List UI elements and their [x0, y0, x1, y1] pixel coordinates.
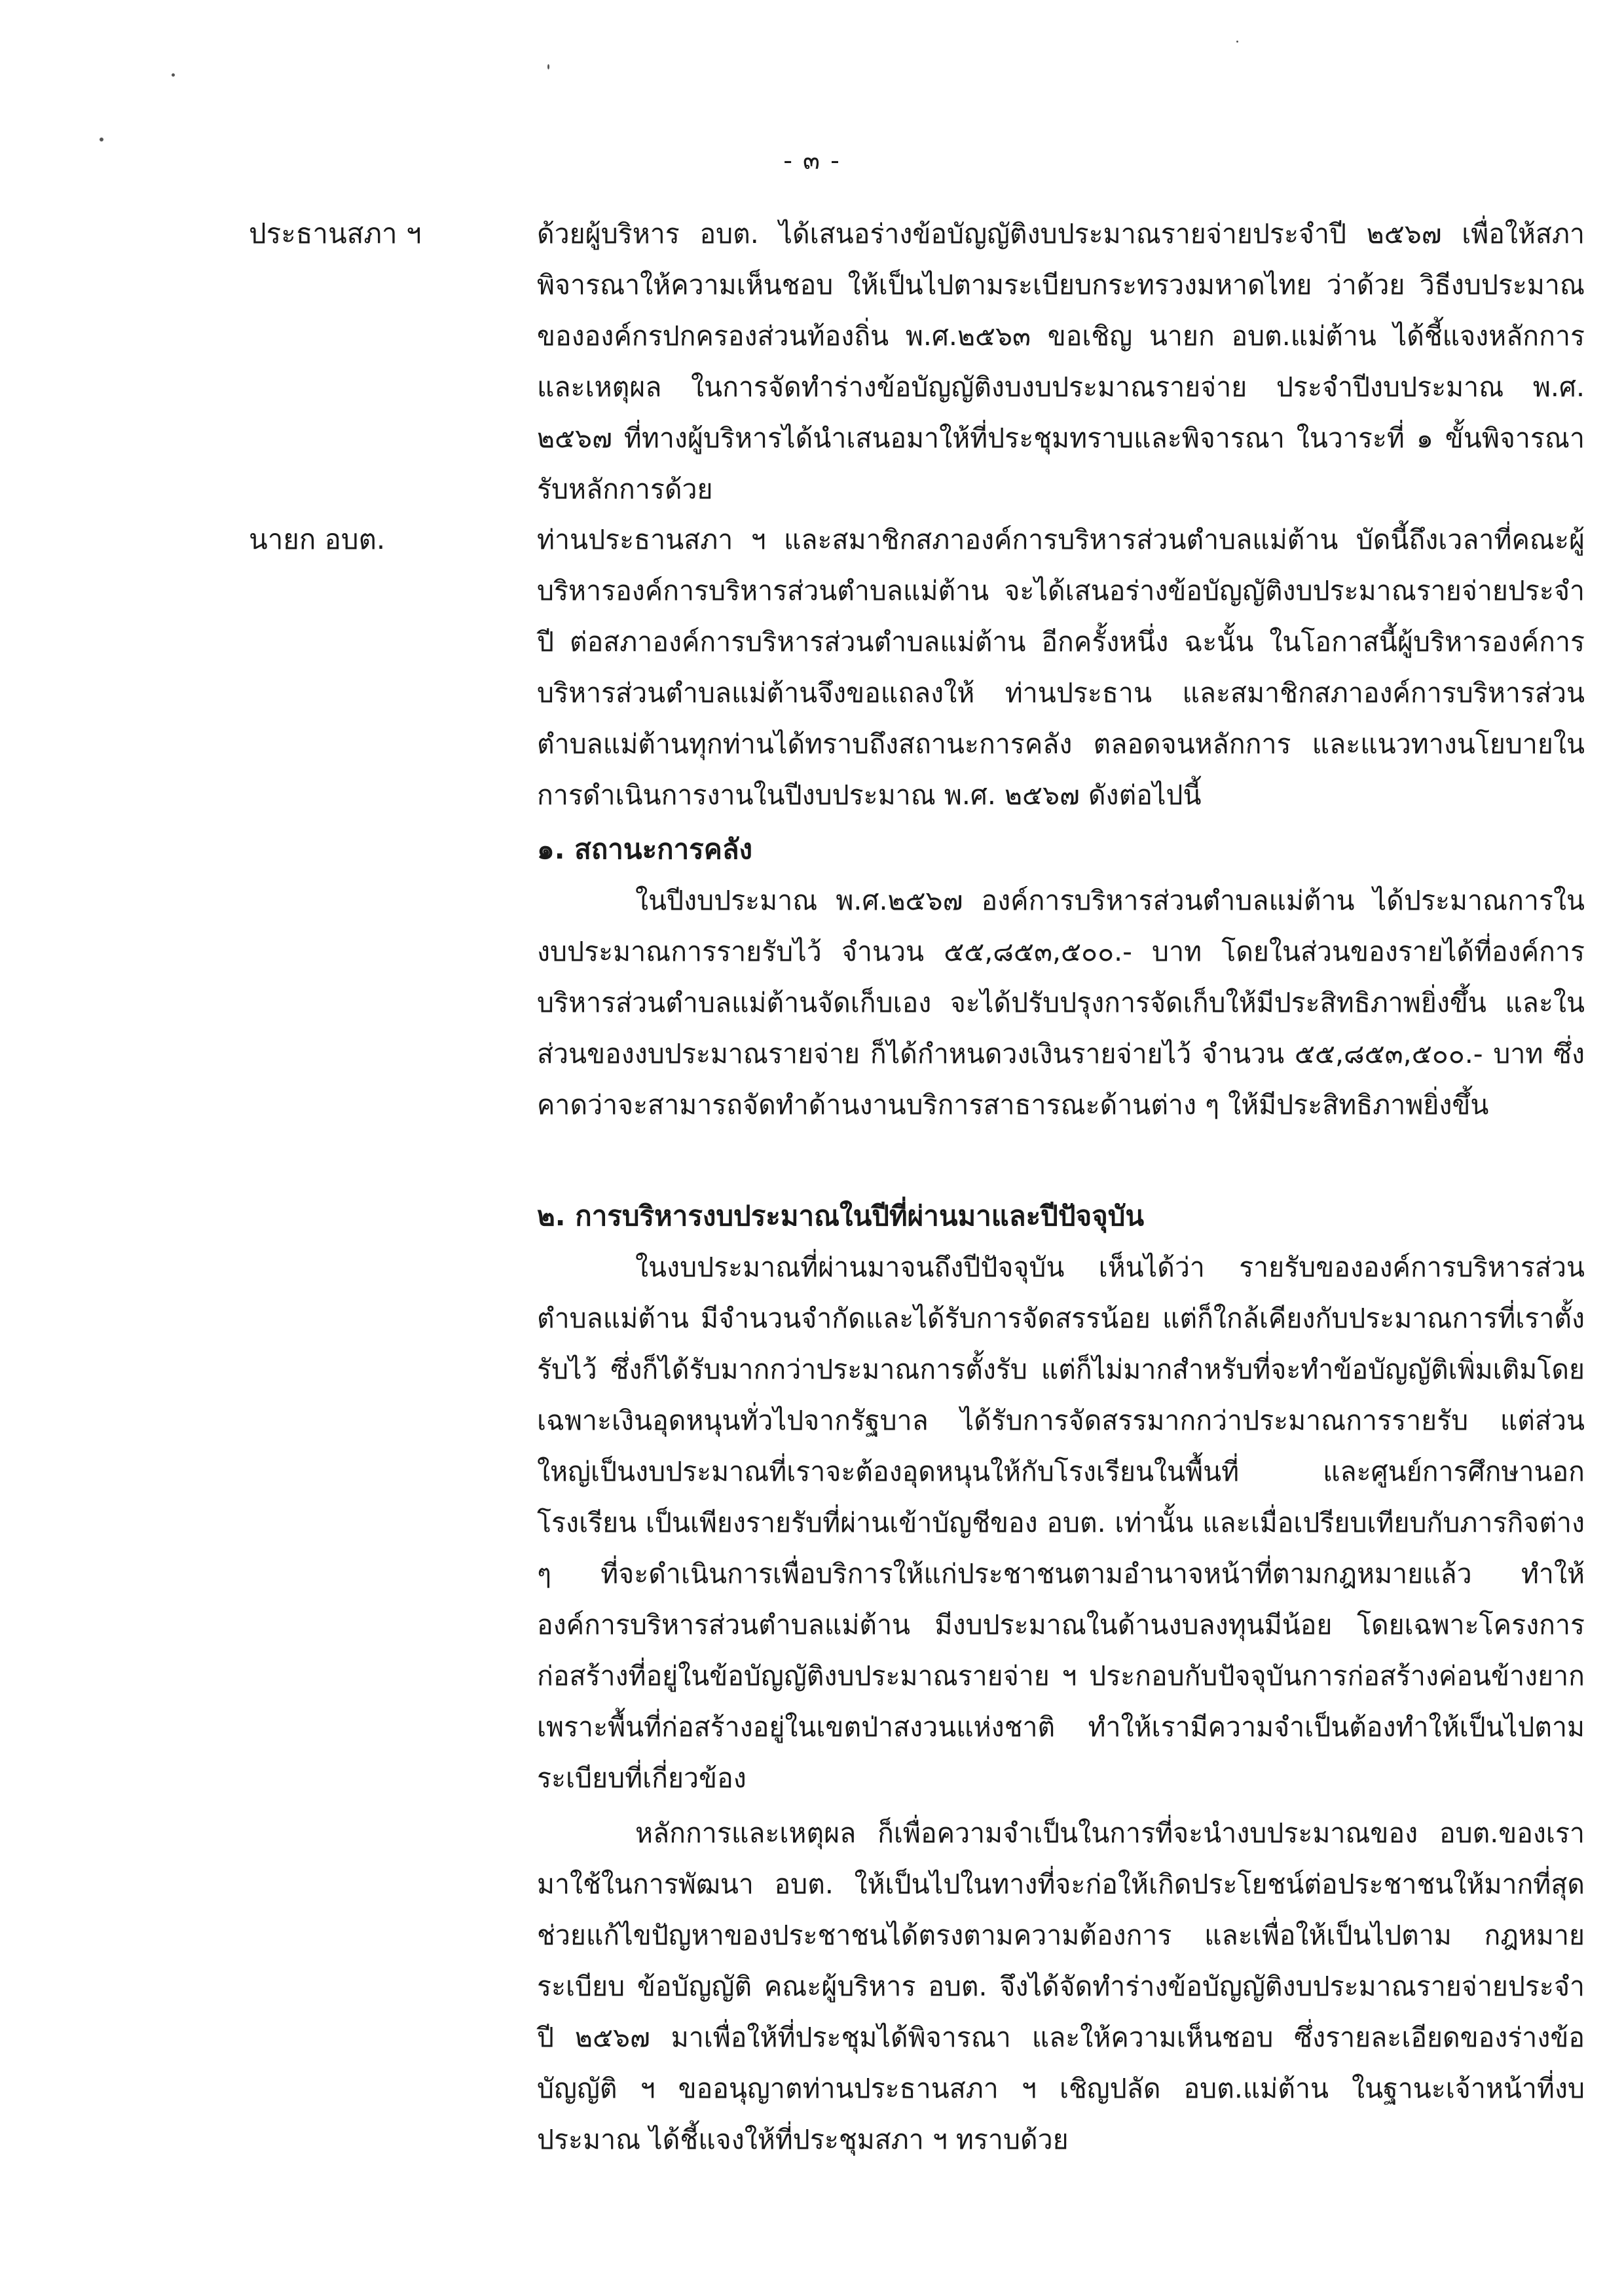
- section-heading: ๒. การบริหารงบประมาณในปีที่ผ่านมาและปีปัจจุบัน: [537, 1200, 1145, 1232]
- speaker-label: นายก อบต.: [249, 523, 386, 555]
- entry-text: ท่านประธานสภา ฯ และสมาชิกสภาองค์การบริหารส่วนตำบลแม่ต้าน บัดนี้ถึงเวลาที่คณะผู้บริหารองค์การบริหารส่วนตำบลแม่ต้าน จะได้เสนอร่างข้อบัญญัติงบประมาณรายจ่ายประจำปี ต่อสภาองค์การบริหารส่วนตำบลแม่ต้าน อีกครั้งหนึ่ง ฉะนั้น ในโอกาสนี้ผู้บริหารองค์การบริหารส่วนตำบลแม่ต้านจึงขอแถลงให้ ท่านประธาน และสมาชิกสภาองค์การบริหารส่วนตำบลแม่ต้านทุกท่านได้ทราบถึงสถานะการคลัง ตลอดจนหลักการ และแนวทางนโยบายในการดำเนินการงานในปีงบประมาณ พ.ศ. ๒๕๖๗ ดังต่อไปนี้: [537, 524, 1585, 811]
- page-number: - ๓ -: [783, 146, 841, 175]
- speaker-label: ประธานสภา ฯ: [249, 217, 422, 250]
- scan-speck: [547, 64, 549, 69]
- scan-speck: [172, 73, 175, 77]
- section-paragraph: ในปีงบประมาณ พ.ศ.๒๕๖๗ องค์การบริหารส่วนตำบลแม่ต้าน ได้ประมาณการในงบประมาณการรายรับไว้ จำนวน ๕๕,๘๕๓,๕๐๐.- บาท โดยในส่วนของรายได้ที่องค์การบริหารส่วนตำบลแม่ต้านจัดเก็บเอง จะได้ปรับปรุงการจัดเก็บให้มีประสิทธิภาพยิ่งขึ้น และในส่วนของงบประมาณรายจ่าย ก็ได้กำหนดวงเงินรายจ่ายไว้ จำนวน ๕๕,๘๕๓,๕๐๐.- บาท ซึ่งคาดว่าจะสามารถจัดทำด้านงานบริการสาธารณะด้านต่าง ๆ ให้มีประสิทธิภาพยิ่งขึ้น: [537, 885, 1585, 1121]
- section-paragraph: ในงบประมาณที่ผ่านมาจนถึงปีปัจจุบัน เห็นได้ว่า รายรับขององค์การบริหารส่วนตำบลแม่ต้าน มีจำนวนจำกัดและได้รับการจัดสรรน้อย แต่ก็ใกล้เคียงกับประมาณการที่เราตั้งรับไว้ ซึ่งก็ได้รับมากกว่าประมาณการตั้งรับ แต่ก็ไม่มากสำหรับที่จะทำข้อบัญญัติเพิ่มเติมโดยเฉพาะเงินอุดหนุนทั่วไปจากรัฐบาล ได้รับการจัดสรรมากกว่าประมาณการรายรับ แต่ส่วนใหญ่เป็นงบประมาณที่เราจะต้องอุดหนุนให้กับโรงเรียนในพื้นที่ และศูนย์การศึกษานอกโรงเรียน เป็นเพียงรายรับที่ผ่านเข้าบัญชีของ อบต. เท่านั้น และเมื่อเปรียบเทียบกับภารกิจต่าง ๆ ที่จะดำเนินการเพื่อบริการให้แก่ประชาชนตามอำนาจหน้าที่ตามกฎหมายแล้ว ทำให้องค์การบริหารส่วนตำบลแม่ต้าน มีงบประมาณในด้านงบลงทุนมีน้อย โดยเฉพาะโครงการก่อสร้างที่อยู่ในข้อบัญญัติงบประมาณรายจ่าย ฯ ประกอบกับปัจจุบันการก่อสร้างค่อนข้างยากเพราะพื้นที่ก่อสร้างอยู่ในเขตป่าสงวนแห่งชาติ ทำให้เรามีความจำเป็นต้องทำให้เป็นไปตามระเบียบที่เกี่ยวข้อง: [537, 1252, 1585, 1794]
- section-paragraph: หลักการและเหตุผล ก็เพื่อความจำเป็นในการที่จะนำงบประมาณของ อบต.ของเรามาใช้ในการพัฒนา อบต. ให้เป็นไปในทางที่จะก่อให้เกิดประโยชน์ต่อประชาชนให้มากที่สุดช่วยแก้ไขปัญหาของประชาชนได้ตรงตามความต้องการ และเพื่อให้เป็นไปตาม กฎหมาย ระเบียบ ข้อบัญญัติ คณะผู้บริหาร อบต. จึงได้จัดทำร่างข้อบัญญัติงบประมาณรายจ่ายประจำปี ๒๕๖๗ มาเพื่อให้ที่ประชุมได้พิจารณา และให้ความเห็นชอบ ซึ่งรายละเอียดของร่างข้อบัญญัติ ฯ ขออนุญาตท่านประธานสภา ฯ เชิญปลัด อบต.แม่ต้าน ในฐานะเจ้าหน้าที่งบประมาณ ได้ชี้แจงให้ที่ประชุมสภา ฯ ทราบด้วย: [537, 1817, 1585, 2155]
- scan-speck: [1236, 41, 1238, 43]
- section-heading: ๑. สถานะการคลัง: [537, 833, 753, 865]
- entry-text: ด้วยผู้บริหาร อบต. ได้เสนอร่างข้อบัญญัติงบประมาณรายจ่ายประจำปี ๒๕๖๗ เพื่อให้สภาพิจารณาให้ความเห็นชอบ ให้เป็นไปตามระเบียบกระทรวงมหาดไทย ว่าด้วย วิธีงบประมาณขององค์กรปกครองส่วนท้องถิ่น พ.ศ.๒๕๖๓ ขอเชิญ นายก อบต.แม่ต้าน ได้ชี้แจงหลักการและเหตุผล ในการจัดทำร่างข้อบัญญัติงบงบประมาณรายจ่าย ประจำปีงบประมาณ พ.ศ. ๒๕๖๗ ที่ทางผู้บริหารได้นำเสนอมาให้ที่ประชุมทราบและพิจารณา ในวาระที่ ๑ ขั้นพิจารณารับหลักการด้วย: [537, 218, 1585, 505]
